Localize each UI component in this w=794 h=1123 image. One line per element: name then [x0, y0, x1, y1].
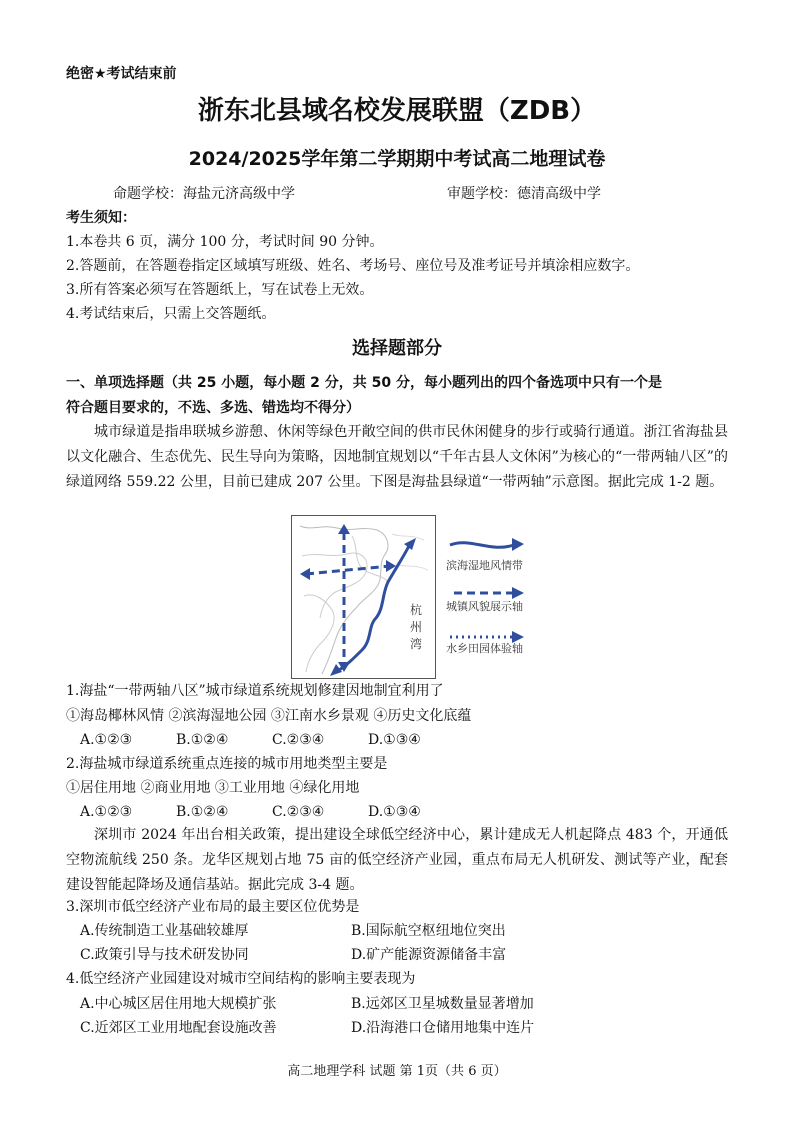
part1-instruction-line2: 符合题目要求的，不选、多选、错选均不得分） [66, 400, 360, 416]
question-3-option-b: B.国际航空枢纽地位突出 [351, 923, 506, 939]
belt-arrowhead [404, 538, 416, 550]
bay-label-char: 州 [410, 620, 423, 634]
question-2-option-d: D.①③④ [368, 804, 421, 820]
notice-heading: 考生须知： [66, 210, 136, 226]
question-4-option-a: A.中心城区居住用地大规模扩张 [80, 996, 277, 1012]
question-3-option-d: D.矿产能源资源储备丰富 [351, 947, 507, 963]
reviewer-school: 审题学校：德清高级中学 [447, 186, 601, 202]
exam-title: 浙东北县域名校发展联盟（ZDB） [197, 96, 597, 126]
question-1-option-d: D.①③④ [368, 732, 421, 748]
question-1-items: ①海岛椰林风情 ②滨海湿地公园 ③江南水乡景观 ④历史文化底蕴 [66, 708, 472, 724]
river-outline [304, 595, 334, 672]
question-1-option-b: B.①②④ [176, 732, 229, 748]
secret-mark: 绝密★考试结束前 [66, 66, 177, 82]
legend-label: 滨海湿地风情带 [446, 559, 523, 572]
legend-solid-line [450, 543, 514, 548]
legend-arrowhead [512, 587, 524, 599]
passage-greenway: 城市绿道是指串联城乡游憩、休闲等绿色开敞空间的供市民休闲健身的步行或骑行通道。浙江省海盐县以文化融合、生态优先、民生导向为策略，因地制宜规划以“千年古县人文休闲”为核心的“一带两轴八区”的绿道网络 559.22 公里，目前已建成 207 公里。下图是海盐县绿道“一带两轴”示意图。据此完成 1-2 题。 [66, 424, 728, 490]
notice-item: 3.所有答案必须写在答题纸上，写在试卷上无效。 [66, 282, 374, 298]
notice-item: 4.考试结束后，只需上交答题纸。 [66, 306, 276, 322]
question-4-option-b: B.远郊区卫星城数量显著增加 [351, 996, 534, 1012]
bay-label-char: 杭 [410, 603, 423, 617]
question-3-option-c: C.政策引导与技术研发协同 [80, 947, 249, 963]
greenway-map [291, 515, 436, 679]
legend-arrowhead [512, 538, 524, 551]
notice-item: 2.答题前，在答题卷指定区域填写班级、姓名、考场号、座位号及准考证号并填涂相应数字。 [66, 258, 640, 274]
proposer-school: 命题学校：海盐元济高级中学 [113, 186, 295, 202]
axis-arrowhead [300, 568, 310, 580]
question-1-option-a: A.①②③ [80, 732, 133, 748]
question-4-option-c: C.近郊区工业用地配套设施改善 [80, 1020, 277, 1036]
question-2-option-b: B.①②④ [176, 804, 229, 820]
town-axis-line [306, 566, 390, 574]
legend-label: 水乡田园体验轴 [446, 642, 523, 655]
section-title: 选择题部分 [352, 338, 442, 359]
question-2-stem: 2.海盐城市绿道系统重点连接的城市用地类型主要是 [66, 756, 388, 772]
question-1-option-c: C.②③④ [272, 732, 325, 748]
bay-label-char: 湾 [410, 637, 423, 651]
exam-subtitle: 2024/2025学年第二学期期中考试高二地理试卷 [188, 148, 606, 170]
greenway-map-svg [292, 516, 435, 678]
belt-arrowhead [330, 664, 342, 676]
passage-low-altitude-economy: 深圳市 2024 年出台相关政策，提出建设全球低空经济中心，累计建成无人机起降点 483 个，开通低空物流航线 250 条。龙华区规划占地 75 亩的低空经济产业园，重点布局无人机研发、测试等产业，配套建设智能起降场及通信基站。据此完成 3-4 题。 [66, 827, 728, 893]
question-4-stem: 4.低空经济产业园建设对城市空间结构的影响主要表现为 [66, 971, 416, 987]
question-4-option-d: D.沿海港口仓储用地集中连片 [351, 1020, 535, 1036]
page-footer: 高二地理学科 试题 第 1页（共 6 页） [287, 1064, 507, 1079]
question-3-option-a: A.传统制造工业基础较雄厚 [80, 923, 249, 939]
question-1-stem: 1.海盐“一带两轴八区”城市绿道系统规划修建因地制宜利用了 [66, 683, 444, 699]
question-2-option-a: A.①②③ [80, 804, 133, 820]
map-legend-symbols [440, 535, 540, 653]
river-outline [302, 553, 367, 618]
question-2-items: ①居住用地 ②商业用地 ③工业用地 ④绿化用地 [66, 780, 360, 796]
coastal-wetland-belt-line [336, 544, 410, 672]
part1-instruction-line1: 一、单项选择题（共 25 小题，每小题 2 分，共 50 分，每小题列出的四个备选项中只有一个是 [66, 375, 662, 391]
question-3-stem: 3.深圳市低空经济产业布局的最主要区位优势是 [66, 899, 360, 915]
notice-item: 1.本卷共 6 页，满分 100 分，考试时间 90 分钟。 [66, 234, 384, 250]
legend-label: 城镇风貌展示轴 [446, 600, 523, 613]
question-2-option-c: C.②③④ [272, 804, 325, 820]
